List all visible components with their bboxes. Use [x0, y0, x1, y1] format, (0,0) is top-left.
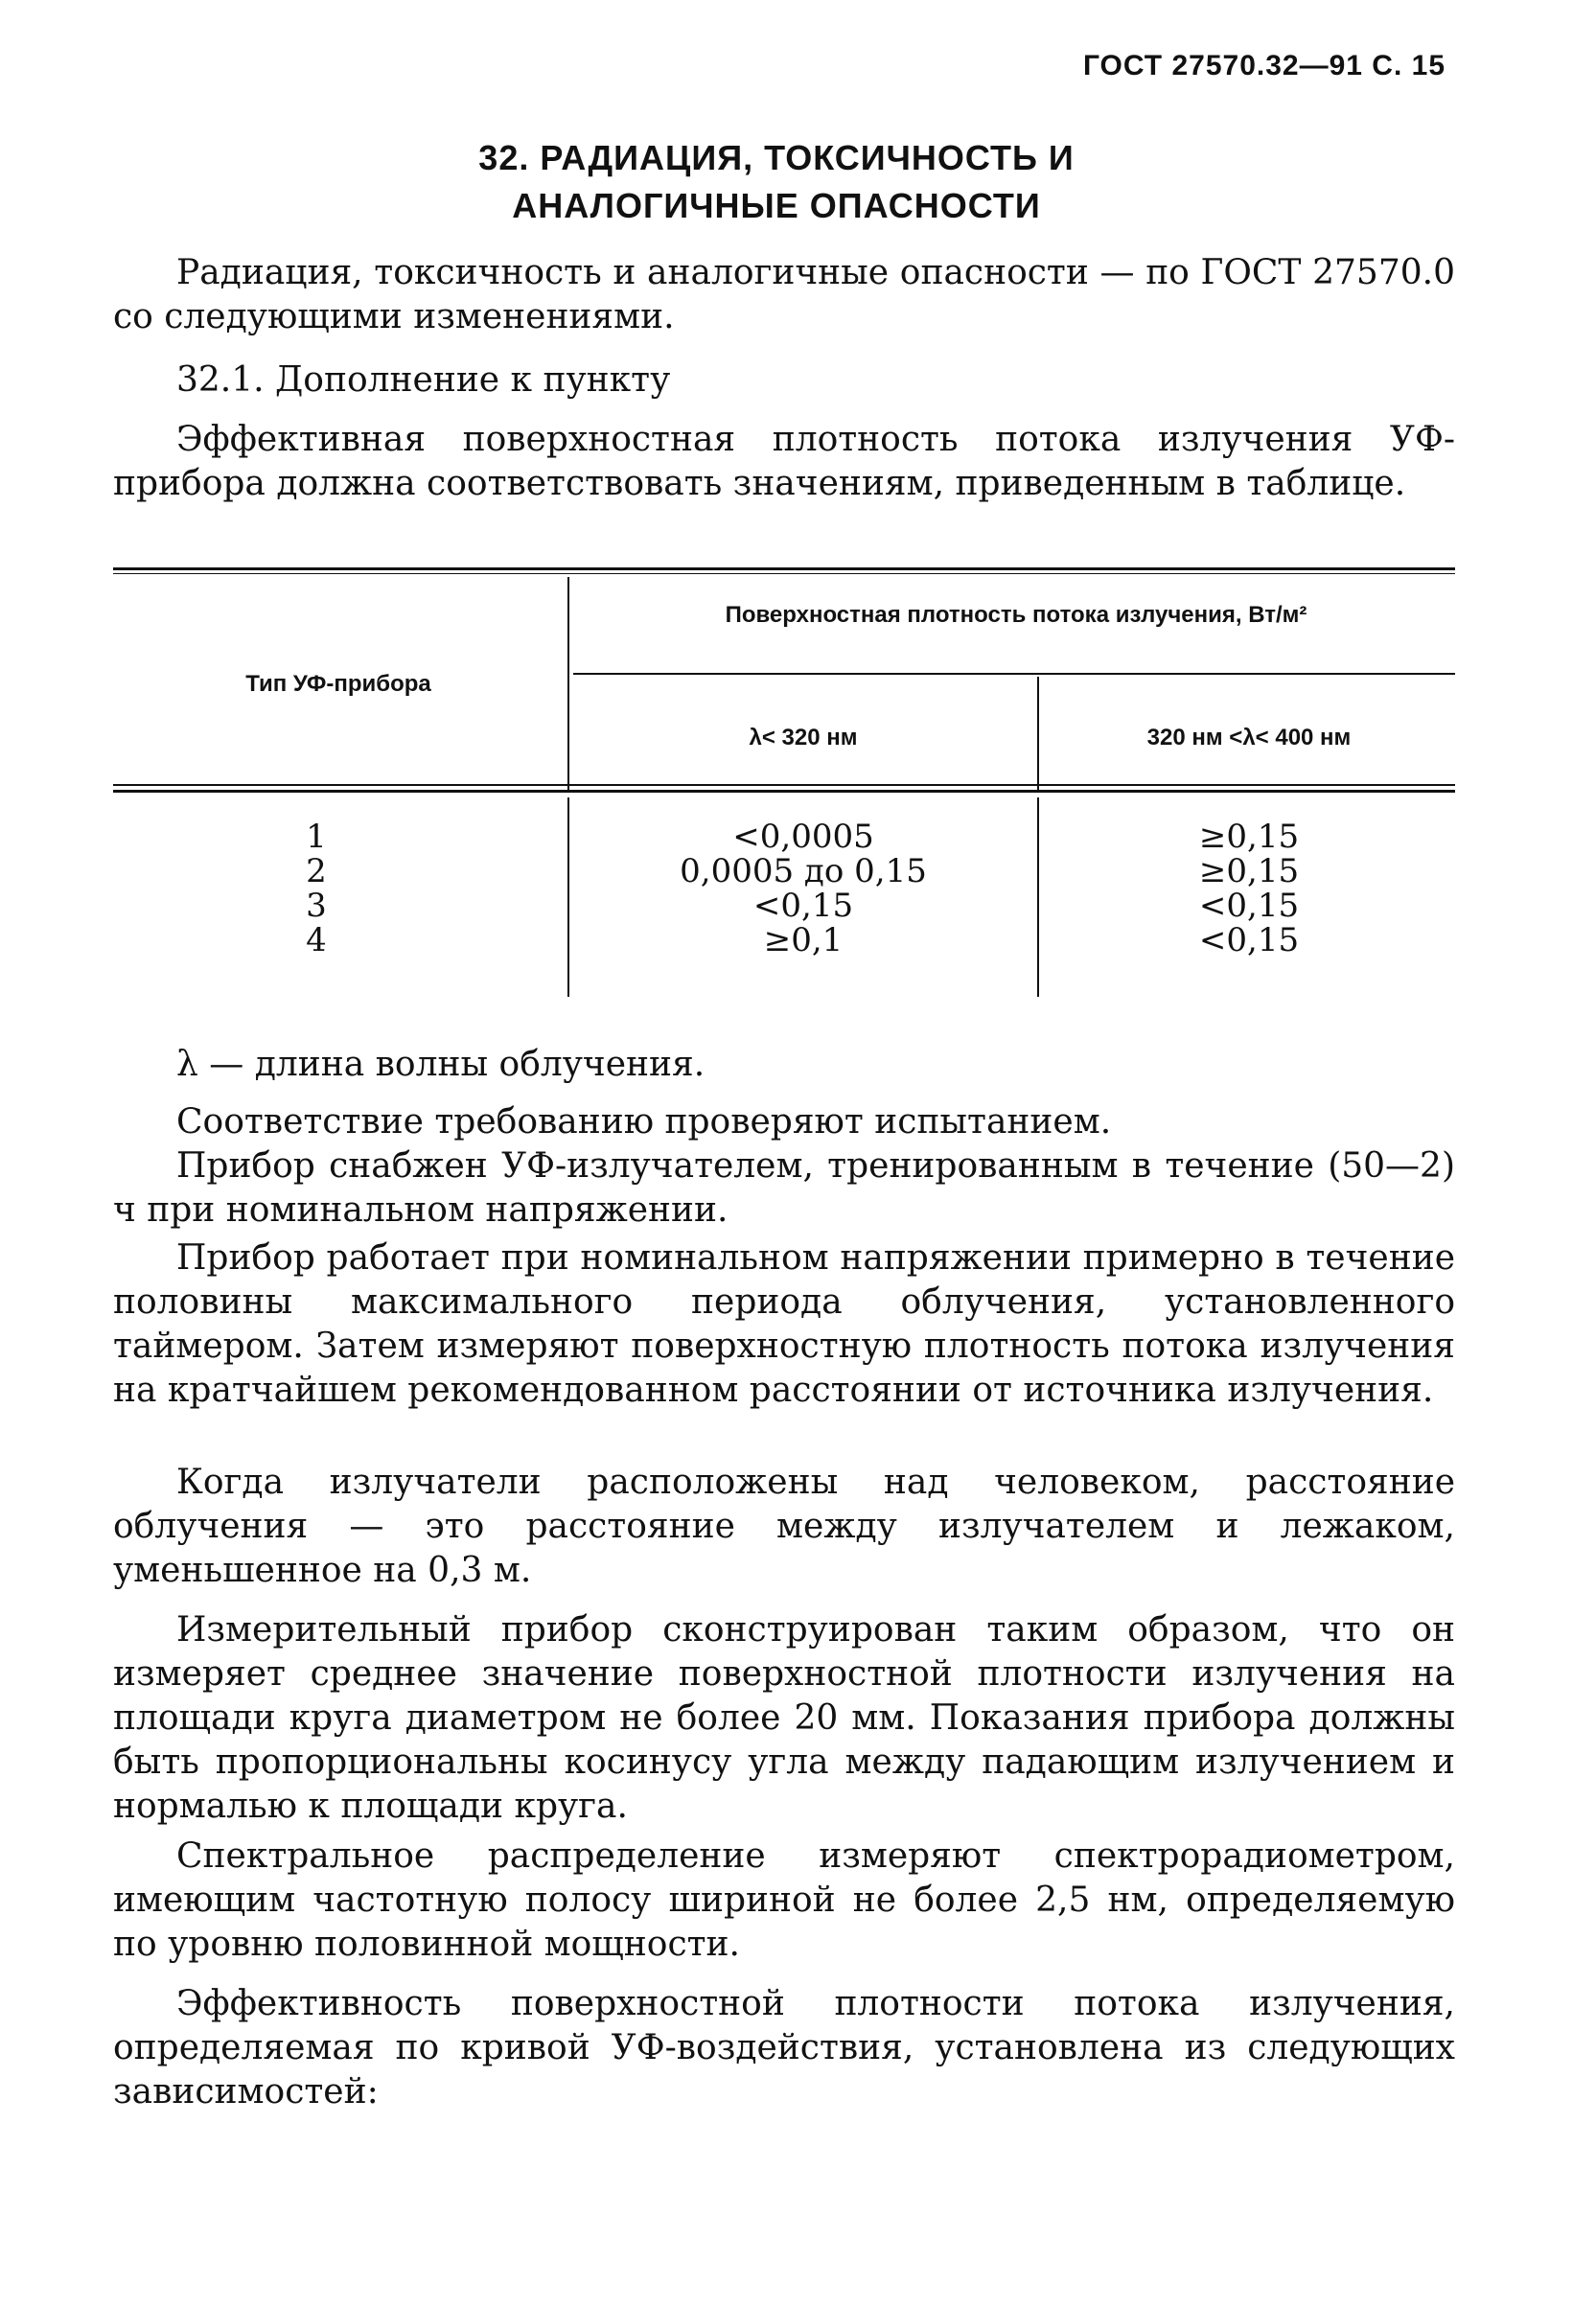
- lambda-note: λ — длина волны облучения.: [176, 1045, 705, 1084]
- paragraph-instrument: Измерительный прибор сконструирован таким образом, что он измеряет среднее значение поверхностной плотности излучения на площади круга диаметром не более 20 мм. Показания прибора должны быть пропорциональны косинусу угла между падающим излучением и нормалью к площади круга.: [113, 1610, 1455, 1826]
- table-top-rule-thin: [113, 573, 1455, 574]
- table-cell-short-3: <0,15: [752, 887, 854, 925]
- table-column-long: [1043, 819, 1455, 958]
- table-cell-type-4: 4: [306, 921, 327, 959]
- table-cell-long-2: ≥0,15: [1198, 852, 1300, 890]
- paragraph-verification: Соответствие требованию проверяют испытанием.: [176, 1102, 1112, 1142]
- table-divider-2: [1037, 677, 1039, 790]
- table-header-rule-2: [113, 790, 1455, 793]
- running-head: ГОСТ 27570.32—91 С. 15: [1082, 50, 1446, 81]
- table-cell-long-3: <0,15: [1198, 887, 1300, 925]
- table-header-type: Тип УФ-прибора: [245, 671, 431, 697]
- table-body-divider-2: [1037, 797, 1039, 997]
- paragraph-requirement: Эффективная поверхностная плотность потока излучения УФ-прибора должна соответствовать значениям, приведенным в таблице.: [113, 420, 1455, 503]
- table-cell-type-3: 3: [306, 887, 327, 925]
- table-cell-type-2: 2: [306, 852, 327, 890]
- table-cell-long-4: <0,15: [1198, 921, 1300, 959]
- paragraph-operation: Прибор работает при номинальном напряжении примерно в течение половины максимального периода облучения, установленного таймером. Затем измеряют поверхностную плотность потока излучения на кратчайшем рекомендованном расстоянии от источника излучения.: [113, 1238, 1455, 1410]
- table-cell-short-1: <0,0005: [732, 818, 874, 856]
- table-header-group: Поверхностная плотность потока излучения, Вт/м²: [725, 602, 1307, 628]
- table-subheader-long: 320 нм <λ< 400 нм: [1146, 725, 1352, 750]
- section-title: [403, 134, 1150, 230]
- table-divider-1: [567, 577, 569, 790]
- table-column-type: [192, 819, 441, 958]
- table-subheader-short: λ< 320 нм: [749, 725, 858, 750]
- table-header-rule: [113, 784, 1455, 786]
- table-cell-long-1: ≥0,15: [1198, 818, 1300, 856]
- table-group-rule: [573, 673, 1455, 675]
- table-top-rule: [113, 567, 1455, 570]
- paragraph-spectrum: Спектральное распределение измеряют спектрорадиометром, имеющим частотную полосу шириной не более 2,5 нм, определяемую по уровню половинной мощности.: [113, 1836, 1455, 1964]
- section-title-line-2: АНАЛОГИЧНЫЕ ОПАСНОСТИ: [512, 186, 1041, 225]
- paragraph-intro: Радиация, токсичность и аналогичные опасности — по ГОСТ 27570.0 со следующими изменениями.: [113, 253, 1455, 336]
- table-body-divider-1: [567, 797, 569, 997]
- paragraph-emitter: Прибор снабжен УФ-излучателем, тренированным в течение (50—2) ч при номинальном напряжении.: [113, 1146, 1455, 1230]
- paragraph-distance: Когда излучатели расположены над человеком, расстояние облучения — это расстояние между излучателем и лежаком, уменьшенное на 0,3 м.: [113, 1463, 1455, 1590]
- table-cell-type-1: 1: [306, 818, 327, 856]
- section-title-line-1: 32. РАДИАЦИЯ, ТОКСИЧНОСТЬ И: [478, 138, 1075, 177]
- table-cell-short-2: 0,0005 до 0,15: [680, 852, 927, 890]
- table-column-short: [573, 819, 1033, 958]
- paragraph-clause: 32.1. Дополнение к пункту: [176, 360, 671, 400]
- table-cell-short-4: ≥0,1: [763, 921, 844, 959]
- paragraph-effectiveness: Эффективность поверхностной плотности потока излучения, определяемая по кривой УФ-воздействия, установлена из следующих зависимостей:: [113, 1984, 1455, 2112]
